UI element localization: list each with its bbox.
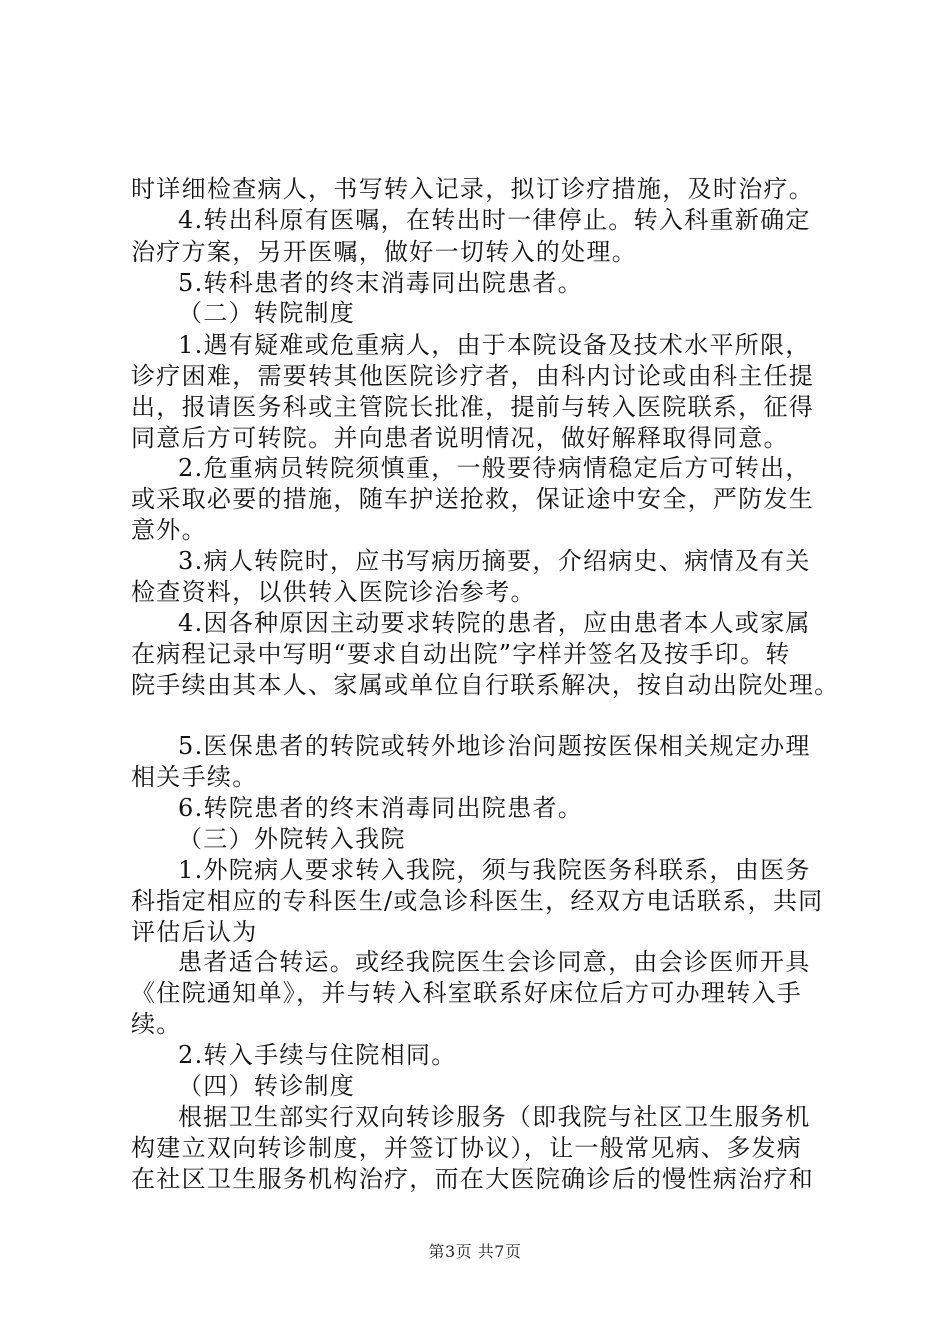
text-line: 检查资料，以供转入医院诊治参考。 (131, 578, 536, 606)
text-line: 2.转入手续与住院相同。 (178, 1041, 457, 1069)
text-line: 在病程记录中写明“要求自动出院”字样并签名及按手印。转 (131, 640, 791, 668)
text-line: 患者适合转运。或经我院医生会诊同意，由会诊医师开具 (178, 948, 811, 976)
text-line: 4.转出科原有医嘱，在转出时一律停止。转入科重新确定 (178, 206, 811, 234)
text-line: 4.因各种原因主动要求转院的患者，应由患者本人或家属 (178, 609, 811, 637)
text-line: 同意后方可转院。并向患者说明情况，做好解释取得同意。 (131, 424, 789, 452)
text-line: 科指定相应的专科医生/或急诊科医生，经双方电话联系，共同 (131, 887, 824, 915)
text-line: 《住院通知单》，并与转入科室联系好床位后方可办理转入手 (131, 979, 803, 1007)
text-line: 在社区卫生服务机构治疗，而在大医院确诊后的慢性病治疗和 (131, 1165, 815, 1193)
text-line: 或采取必要的措施，随车护送抢救，保证途中安全，严防发生 (131, 485, 815, 513)
text-line: 诊疗困难，需要转其他医院诊疗者，由科内讨论或由科主任提 (131, 362, 815, 390)
section-heading: （四）转诊制度 (178, 1072, 356, 1100)
text-line: 治疗方案，另开医嘱，做好一切转入的处理。 (131, 238, 637, 266)
text-line: 出，报请医务科或主管院长批准，提前与转入医院联系，征得 (131, 393, 815, 421)
text-line: 2.危重病员转院须慎重，一般要待病情稳定后方可转出， (178, 454, 811, 482)
text-line: 1.遇有疑难或危重病人，由于本院设备及技术水平所限， (178, 331, 811, 359)
text-line: 3.病人转院时，应书写病历摘要，介绍病史、病情及有关 (178, 547, 811, 575)
text-line: 5.转科患者的终末消毒同出院患者。 (178, 269, 583, 297)
text-line: 评估后认为 (131, 918, 258, 946)
text-line: 院手续由其本人、家属或单位自行联系解决，按自动出院处理。 (131, 671, 840, 699)
text-line: 续。 (131, 1010, 182, 1038)
text-line: 构建立双向转诊制度，并签订协议），让一般常见病、多发病 (131, 1134, 803, 1162)
section-heading: （三）外院转入我院 (178, 825, 406, 853)
text-line: 时详细检查病人，书写转入记录，拟订诊疗措施，及时治疗。 (131, 175, 815, 203)
text-line: 5.医保患者的转院或转外地诊治问题按医保相关规定办理 (178, 732, 811, 760)
text-line: 意外。 (131, 516, 207, 544)
page-footer: 第3页 共7页 (428, 1242, 522, 1261)
text-line: 6.转院患者的终末消毒同出院患者。 (178, 794, 583, 822)
section-heading: （二）转院制度 (178, 299, 356, 327)
text-line: 1.外院病人要求转入我院，须与我院医务科联系，由医务 (178, 856, 811, 884)
text-line: 相关手续。 (131, 763, 258, 791)
text-line: 根据卫生部实行双向转诊服务（即我院与社区卫生服务机 (178, 1103, 811, 1131)
